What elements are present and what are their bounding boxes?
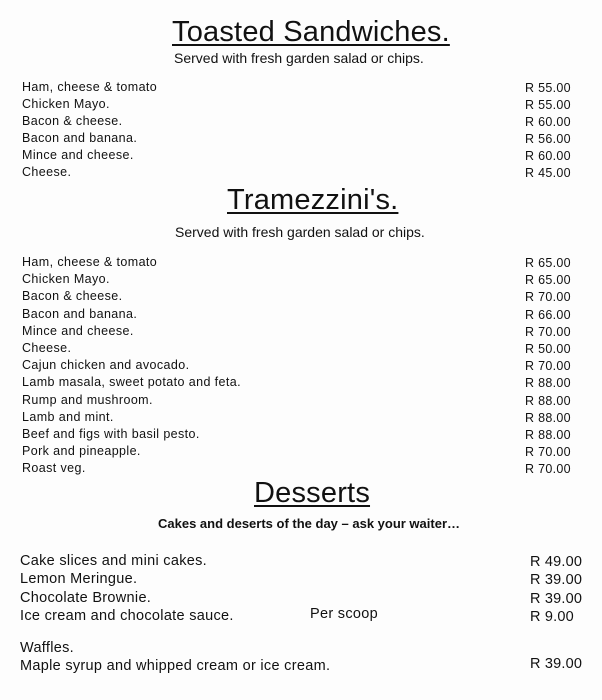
menu-item-price: R 88.00 [525,428,571,442]
menu-item-name: Cajun chicken and avocado. [22,358,190,373]
waffles-heading: Waffles. [20,640,74,656]
menu-item-name: Bacon & cheese. [22,289,123,304]
menu-item-name: Ice cream and chocolate sauce. [20,607,234,624]
menu-item-name: Cheese. [22,341,72,355]
menu-item-name: Lamb masala, sweet potato and feta. [22,375,241,390]
menu-item-price: R 60.00 [525,115,571,129]
menu-item-price: R 70.00 [525,445,571,460]
menu-item-price: R 9.00 [530,608,574,625]
menu-item-price: R 65.00 [525,273,571,288]
menu-item-name: Bacon and banana. [22,306,138,321]
menu-item-name: Pork and pineapple. [22,444,141,459]
menu-item-name: Lemon Meringue. [20,571,138,588]
menu-item-name: Lamb and mint. [22,409,114,424]
menu-item-name: Mince and cheese. [22,323,134,338]
menu-item-price: R 88.00 [525,410,571,425]
waffles-item-price: R 39.00 [530,656,583,672]
menu-item-name: Ham, cheese & tomato [22,255,158,269]
menu-item-price: R 65.00 [525,256,571,270]
menu-item-price: R 66.00 [525,307,571,322]
menu-item-price: R 55.00 [525,98,571,112]
menu-item-price: R 70.00 [525,462,571,477]
desserts-title: Desserts [254,477,371,509]
menu-item-price: R 88.00 [525,376,571,391]
menu-item-price: R 49.00 [530,554,583,570]
menu-item-name: Mince and cheese. [22,148,134,162]
menu-item-price: R 39.00 [530,590,583,607]
menu-item-name: Cake slices and mini cakes. [20,553,208,569]
menu-item-name: Bacon and banana. [22,131,138,145]
menu-item-name: Roast veg. [22,461,86,476]
toasted-sandwiches-subtitle: Served with fresh garden salad or chips. [174,50,424,66]
menu-item-price: R 56.00 [525,132,571,146]
waffles-item-name: Maple syrup and whipped cream or ice cream. [20,658,331,674]
toasted-sandwiches-title: Toasted Sandwiches. [172,16,450,48]
tramezzini-title: Tramezzini's. [227,184,399,216]
menu-item-note: Per scoop [310,605,378,622]
menu-item-name: Rump and mushroom. [22,392,153,407]
menu-item-name: Ham, cheese & tomato [22,80,158,94]
menu-item-price: R 70.00 [525,290,571,305]
menu-item-price: R 88.00 [525,393,571,408]
tramezzini-subtitle: Served with fresh garden salad or chips. [175,224,425,240]
menu-item-name: Bacon & cheese. [22,114,123,128]
menu-item-price: R 70.00 [525,359,571,374]
menu-item-price: R 39.00 [530,572,583,589]
menu-item-name: Chicken Mayo. [22,97,110,111]
menu-item-name: Cheese. [22,165,72,179]
menu-item-price: R 70.00 [525,324,571,339]
menu-item-price: R 45.00 [525,166,571,180]
menu-item-price: R 55.00 [525,81,571,95]
desserts-subtitle: Cakes and deserts of the day – ask your waiter… [158,516,461,531]
menu-item-price: R 60.00 [525,149,571,163]
menu-item-name: Chicken Mayo. [22,272,110,287]
menu-item-name: Chocolate Brownie. [20,589,152,606]
menu-item-price: R 50.00 [525,342,571,356]
menu-item-name: Beef and figs with basil pesto. [22,427,200,441]
